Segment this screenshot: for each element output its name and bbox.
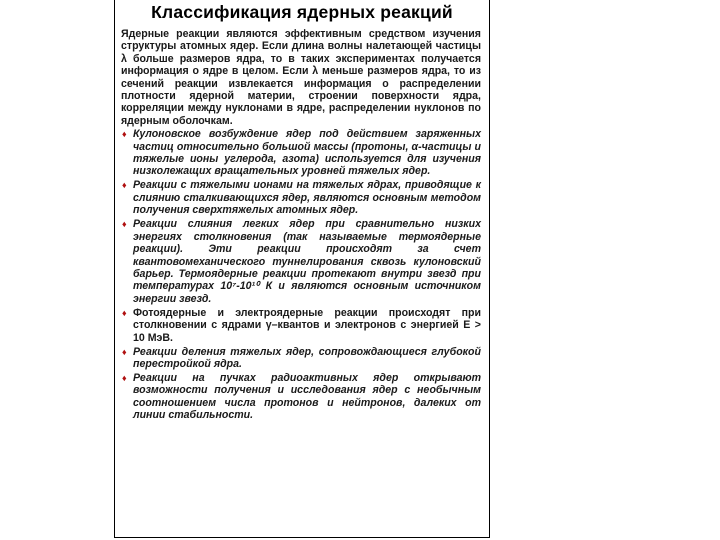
intro-paragraph: Ядерные реакции являются эффективным средством изучения структуры атомных ядер. Если длина волны налетающей частицы λ больше размеров ядра, то в таких экспериментах получается информация о ядре в целом. Если λ меньше размеров ядра, то из сечений реакции извлекается информация о распределении плотности ядерной материи, строении поверхности ядра, корреляции между нуклонами в ядре, распределении нуклонов по ядерным оболочкам. bbox=[121, 28, 481, 127]
list-item bbox=[121, 346, 481, 371]
list-item-text: Реакции с тяжелыми ионами на тяжелых ядрах, приводящие к слиянию сталкивающихся ядер, являются основным методом получения сверхтяжелых атомных ядер. bbox=[133, 179, 481, 217]
reaction-list bbox=[121, 128, 481, 421]
bullet-icon: ♦ bbox=[122, 180, 127, 191]
list-item bbox=[121, 128, 481, 178]
list-item bbox=[121, 179, 481, 216]
list-item-text: Реакции на пучках радиоактивных ядер открывают возможности получения и исследования ядер с необычным соотношением числа протонов и нейтронов, далеких от линии стабильности. bbox=[133, 371, 481, 422]
list-item bbox=[121, 218, 481, 305]
list-item-text: Кулоновское возбуждение ядер под действием заряженных частиц относительно большой массы (протоны, α-частицы и тяжелые ионы углерода, азота) используется для изучения низколежащих вращательных уровней тяжелых ядер. bbox=[133, 128, 481, 178]
list-item-text: Реакции слияния легких ядер при сравнительно низких энергиях столкновения (так называемые термоядерные реакции). Эти реакции происходят за счет квантовомеханического туннелирования сквозь кулоновский барьер. Термоядерные реакции протекают внутри звезд при температурах 10⁷-10¹⁰ К и являются основным источником энергии звезд. bbox=[133, 218, 481, 305]
bullet-icon: ♦ bbox=[122, 219, 127, 230]
list-item bbox=[121, 307, 481, 344]
bullet-icon: ♦ bbox=[122, 129, 127, 140]
bullet-icon: ♦ bbox=[122, 346, 127, 357]
bullet-icon: ♦ bbox=[122, 372, 127, 383]
slide bbox=[114, 0, 490, 538]
slide-body bbox=[121, 28, 481, 423]
list-item bbox=[121, 372, 481, 422]
slide-title: Классификация ядерных реакций bbox=[151, 2, 453, 22]
list-item-text: Реакции деления тяжелых ядер, сопровождающиеся глубокой перестройкой ядра. bbox=[133, 345, 481, 370]
bullet-icon: ♦ bbox=[122, 307, 127, 318]
list-item-text: Фотоядерные и электроядерные реакции происходят при столкновении с ядрами γ–квантов и электронов с энергией E > 10 МэВ. bbox=[133, 306, 481, 344]
